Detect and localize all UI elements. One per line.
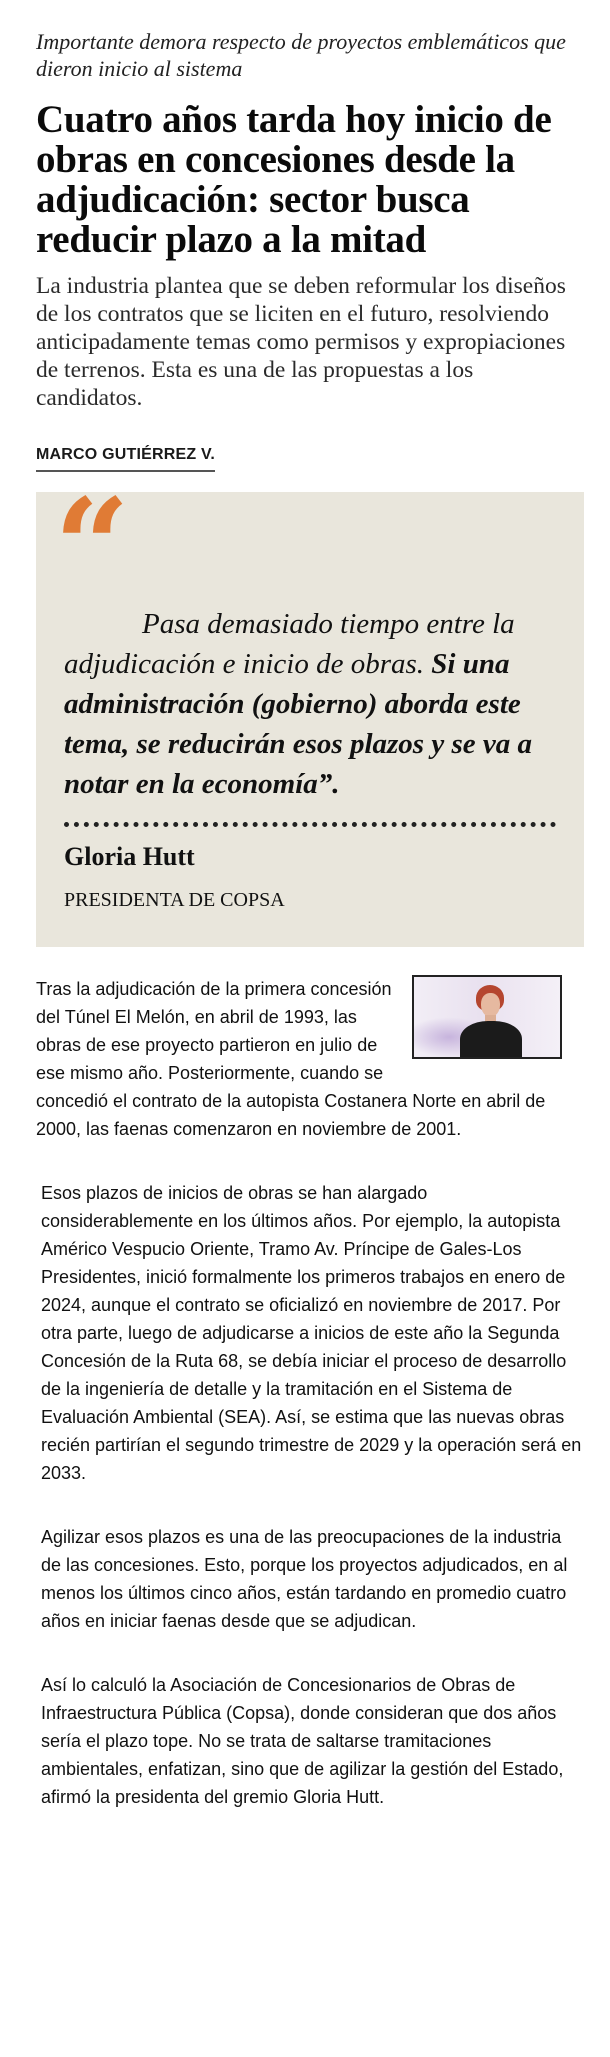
- body-paragraph: Tras la adjudicación de la primera concesión del Túnel El Melón, en abril de 1993, las obras de ese proyecto partieron en julio de ese mismo año. Posteriormente, cuando se concedió el contrato de la autopista Costanera Norte en abril de 2000, las faenas comenzaron en noviembre de 2001.: [36, 979, 546, 1139]
- pullquote-text-plain: Pasa demasiado tiempo entre la adjudicación e inicio de obras.: [64, 608, 515, 680]
- article-headline: Cuatro años tarda hoy inicio de obras en concesiones desde la adjudicación: sector busca reducir plazo a la mitad: [36, 98, 552, 261]
- pullquote-text: [64, 604, 556, 804]
- article-lede: La industria plantea que se deben reformular los diseños de los contratos que se liciten en el futuro, resolviendo anticipadamente temas como permisos y expropiaciones de terrenos. Esta es una de las propuestas a los candidatos.: [36, 273, 566, 411]
- pullquote-divider: [64, 822, 556, 827]
- photo-body: [460, 1021, 522, 1059]
- pullquote-box: [36, 470, 584, 947]
- article-byline[interactable]: MARCO GUTIÉRREZ V.: [36, 446, 215, 472]
- body-paragraph: Esos plazos de inicios de obras se han alargado considerablemente en los últimos años. Por ejemplo, la autopista Américo Vespucio Oriente, Tramo Av. Príncipe de Gales-Los Presidentes, inició formalmente los primeros trabajos en enero de 2024, aunque el contrato se oficializó en noviembre de 2017. Por otra parte, luego de adjudicarse a inicios de este año la Segunda Concesión de la Ruta 68, se debía iniciar el proceso de desarrollo de la ingeniería de detalle y la tramitación en el Sistema de Evaluación Ambiental (SEA). Así, se estima que las nuevas obras recién partirían el segundo trimestre de 2029 y la operación será en 2033.: [41, 1183, 582, 1483]
- pullquote-role: PRESIDENTA DE COPSA: [64, 889, 285, 911]
- article-kicker: Importante demora respecto de proyectos emblemáticos que dieron inicio al sistema: [36, 29, 566, 81]
- body-paragraph: Agilizar esos plazos es una de las preocupaciones de la industria de las concesiones. Esto, porque los proyectos adjudicados, en al menos los últimos cinco años, están tardando en promedio cuatro años en iniciar faenas desde que se adjudican.: [41, 1527, 568, 1631]
- pullquote-text-bold: Si una administración (gobierno) aborda este tema, se reducirán esos plazos y se va a notar en la economía”.: [64, 648, 532, 800]
- photo-face: [481, 993, 500, 1017]
- article: [36, 28, 584, 1811]
- portrait-photo[interactable]: [412, 975, 562, 1059]
- quote-mark-icon: “: [54, 470, 130, 625]
- pullquote-author: Gloria Hutt: [64, 842, 195, 871]
- body-paragraph: Así lo calculó la Asociación de Concesionarios de Obras de Infraestructura Pública (Copsa), donde consideran que dos años sería el plazo tope. No se trata de saltarse tramitaciones ambientales, enfatizan, sino que de agilizar la gestión del Estado, afirmó la presidenta del gremio Gloria Hutt.: [41, 1675, 564, 1807]
- body-paragraph-1-wrapper: [36, 975, 584, 1143]
